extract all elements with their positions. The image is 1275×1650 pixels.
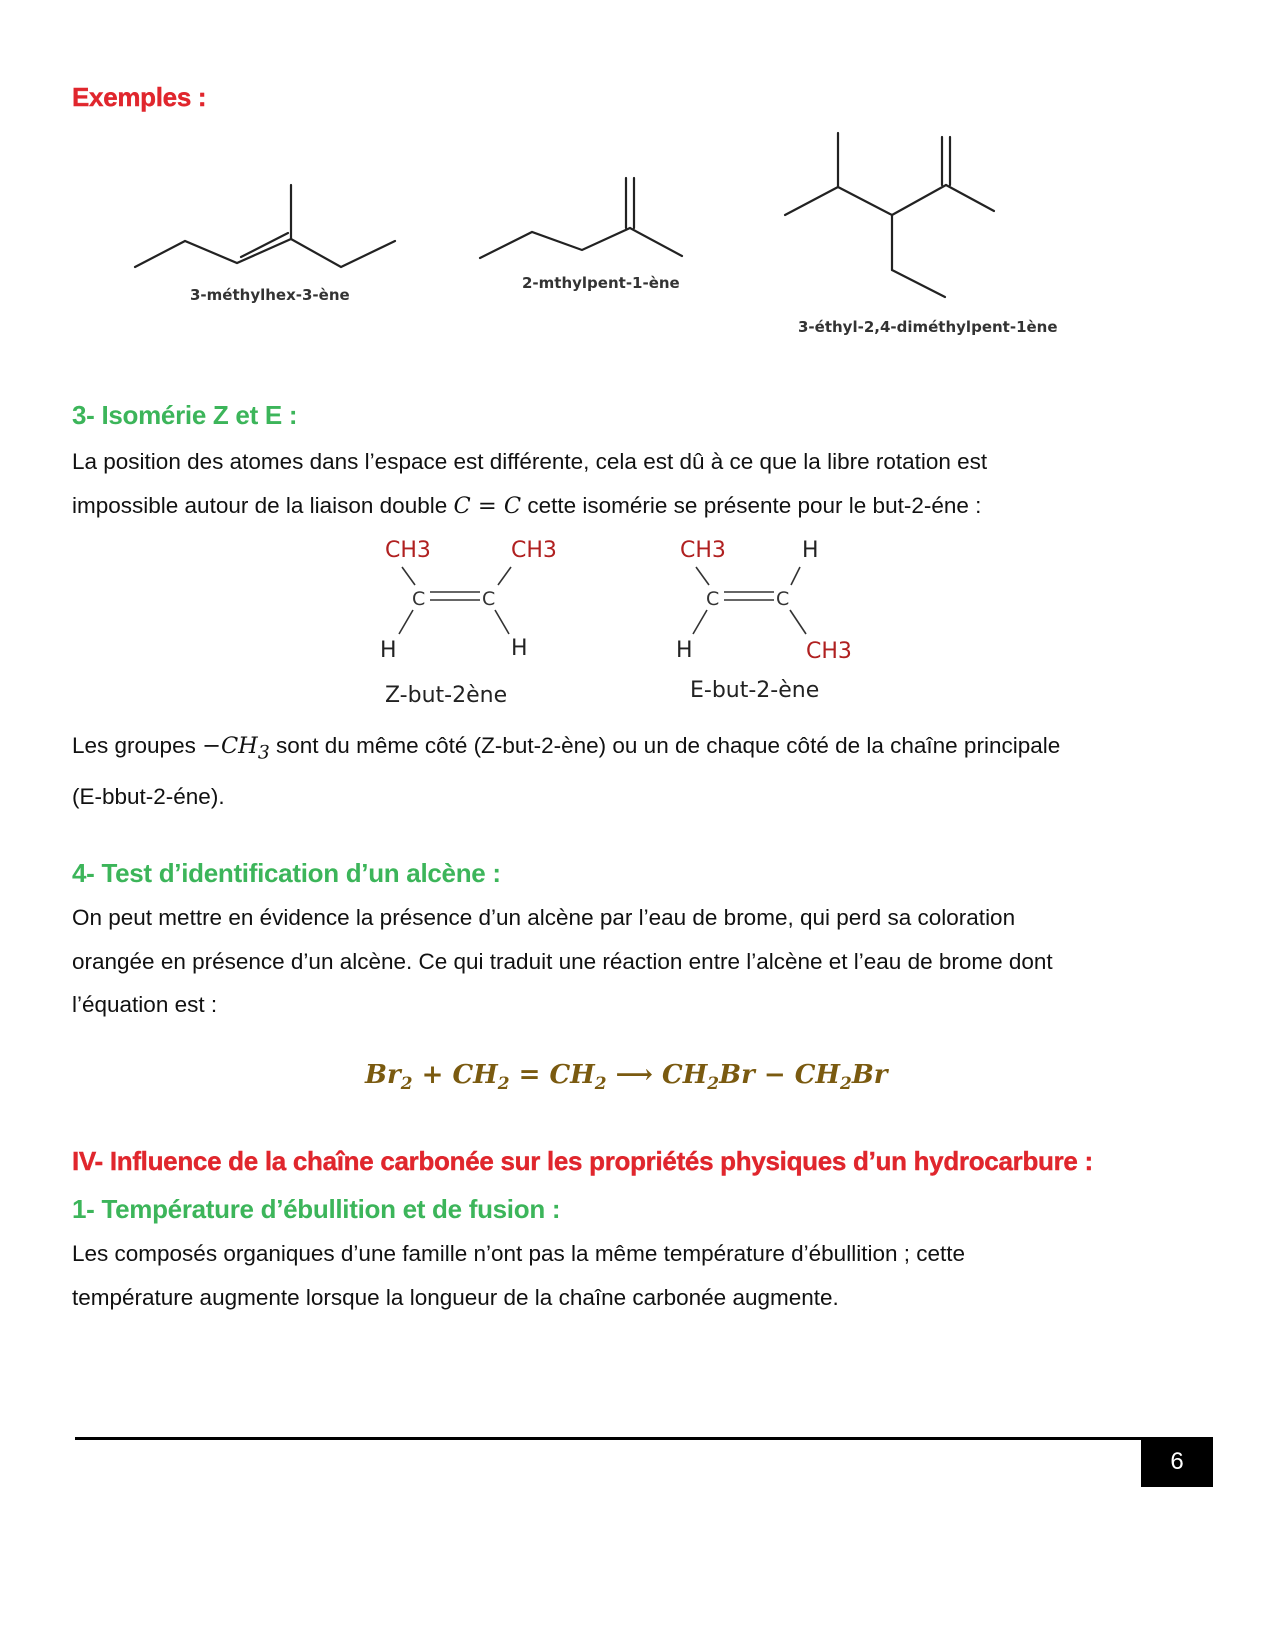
bromine-equation: $Br_2 + CH_2 = CH_2$ ⟶ $CH_2Br - CH_2Br$ — [365, 1060, 888, 1095]
hydrogen-label: H — [380, 638, 397, 663]
carbon-label: C — [706, 588, 720, 610]
ch3-label: CH3 — [385, 538, 431, 563]
test-paragraph: On peut mettre en évidence la présence d’un alcène par l’eau de brome, qui perd sa coloration orangée en présence d’un alcène. Ce qui traduit une réaction entre l’alcène et l’eau de brome dont l’équation est : — [72, 905, 1053, 1017]
page-number: 6 — [1141, 1437, 1213, 1487]
e-isomer — [676, 538, 852, 703]
math-double-bond: C = C — [453, 492, 522, 519]
z-isomer-label: Z-but-2ène — [385, 683, 508, 708]
isomerie-heading: 3- Isomérie Z et E : — [72, 400, 298, 430]
isomerie-paragraph — [72, 440, 1202, 528]
influence-heading: IV- Influence de la chaîne carbonée sur les propriétés physiques d’un hydrocarbure : — [72, 1146, 1093, 1176]
structure-label: 3-éthyl-2,4-diméthylpent-1ène — [798, 318, 1058, 336]
structure-label: 2-mthylpent-1-ène — [522, 274, 680, 292]
ch3-label: CH3 — [806, 639, 852, 664]
main-chain — [135, 239, 395, 267]
structure-label: 3-méthylhex-3-ène — [190, 286, 350, 304]
structure-3-ethyl-dimethylpent-1-ene — [770, 125, 1060, 345]
hydrogen-label: H — [802, 538, 819, 563]
ch3-label: CH3 — [511, 538, 557, 563]
main-chain — [480, 228, 682, 258]
isomerie-line-1: La position des atomes dans l’espace est différente, cela est dû à ce que la libre rotation est — [72, 449, 988, 474]
influence-subheading: 1- Température d’ébullition et de fusion : — [72, 1194, 561, 1224]
carbon-label: C — [482, 588, 496, 610]
double-bond-line — [241, 233, 288, 257]
ch3-label: CH3 — [680, 538, 726, 563]
e-isomer-label: E-but-2-ène — [690, 678, 820, 703]
hydrogen-label: H — [676, 638, 693, 663]
math-ch3: $-CH_3$ — [202, 733, 270, 764]
isomerie-line-2: impossible autour de la liaison double C = C cette isomérie se présente pour le but-2-éne : — [72, 492, 982, 519]
carbon-label: C — [412, 588, 426, 610]
test-heading: 4- Test d’identification d’un alcène : — [72, 858, 501, 888]
footer-rule — [75, 1437, 1145, 1440]
structure-2-methylpent-1-ene — [470, 170, 700, 300]
isomerie-conclusion: Les groupes $-CH_3$ sont du même côté (Z-but-2-ène) ou un de chaque côté de la chaîne principale (E-bbut-2-éne). — [72, 733, 1061, 809]
examples-heading: Exemples : — [72, 82, 207, 112]
structure-3-methylhex-3-ene — [125, 175, 415, 315]
z-e-isomer-diagram — [370, 530, 890, 710]
carbon-label: C — [776, 588, 790, 610]
hydrogen-label: H — [511, 636, 528, 661]
z-isomer — [380, 538, 557, 708]
influence-paragraph: Les composés organiques d’une famille n’ont pas la même température d’ébullition ; cette température augmente lorsque la longueur de la chaîne carbonée augmente. — [72, 1241, 966, 1310]
